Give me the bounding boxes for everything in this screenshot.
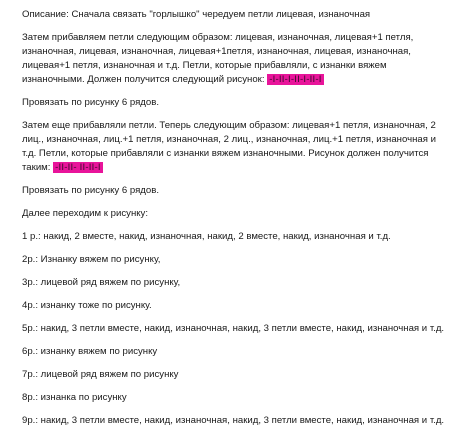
row-instruction: 3р.: лицевой ряд вяжем по рисунку, xyxy=(22,277,181,288)
row-instruction: 6р.: изнанку вяжем по рисунку xyxy=(22,346,158,357)
row-instruction: 1 р.: накид, 2 вместе, накид, изнаночная, накид, 2 вместе, накид, изнаночная и т.д. xyxy=(22,231,391,242)
row-instruction: 8р.: изнанка по рисунку xyxy=(22,392,127,403)
pattern-highlight-2: -II-II- II-II-I xyxy=(55,162,101,173)
next-pattern-intro: Далее переходим к рисунку: xyxy=(22,208,149,219)
intro-paragraph: Описание: Сначала связать "горлышко" чередуем петли лицевая, изнаночная xyxy=(22,9,371,20)
increase-text-1: Затем прибавляем петли следующим образом: лицевая, изнаночная, лицевая+1 петля, изнаночная, лицевая, изнаночная, лицевая+1петля, изнаночная, лицевая, изнаночная, лицевая+1 петля, изнаночная и т.д. Петли, которые прибавляли, с изнанки вяжем изнаночными. Должен получится следующий рисунок: xyxy=(22,32,414,85)
row-instruction: 9р.: накид, 3 петли вместе, накид, изнаночная, накид, 3 петли вместе, накид, изнаночная и т.д. xyxy=(22,415,445,426)
row-instruction: 7р.: лицевой ряд вяжем по рисунку xyxy=(22,369,179,380)
row-instruction: 4р.: изнанку тоже по рисунку. xyxy=(22,300,152,311)
row-instruction: 2р.: Изнанку вяжем по рисунку, xyxy=(22,254,161,265)
increase-text-2: Затем еще прибавляли петли. Теперь следующим образом: лицевая+1 петля, изнаночная, 2 лиц., изнаночная, лиц.+1 петля, изнаночная, 2 лиц., изнаночная, лиц.+1 петля, изнаночная и т.д. Петли, которые прибавляли с изнанки вяжем изнаночными. Рисунок должен получится таким: xyxy=(22,120,436,173)
knit-six-rows-1: Провязать по рисунку 6 рядов. xyxy=(22,97,160,108)
knit-six-rows-2: Провязать по рисунку 6 рядов. xyxy=(22,185,160,196)
increase-paragraph-2 xyxy=(22,119,450,175)
increase-paragraph-1 xyxy=(22,31,450,87)
pattern-highlight-1: -I-II-I-II-I-II-I xyxy=(269,74,322,85)
row-instruction: 5р.: накид, 3 петли вместе, накид, изнаночная, накид, 3 петли вместе, накид, изнаночная и т.д. xyxy=(22,323,445,334)
